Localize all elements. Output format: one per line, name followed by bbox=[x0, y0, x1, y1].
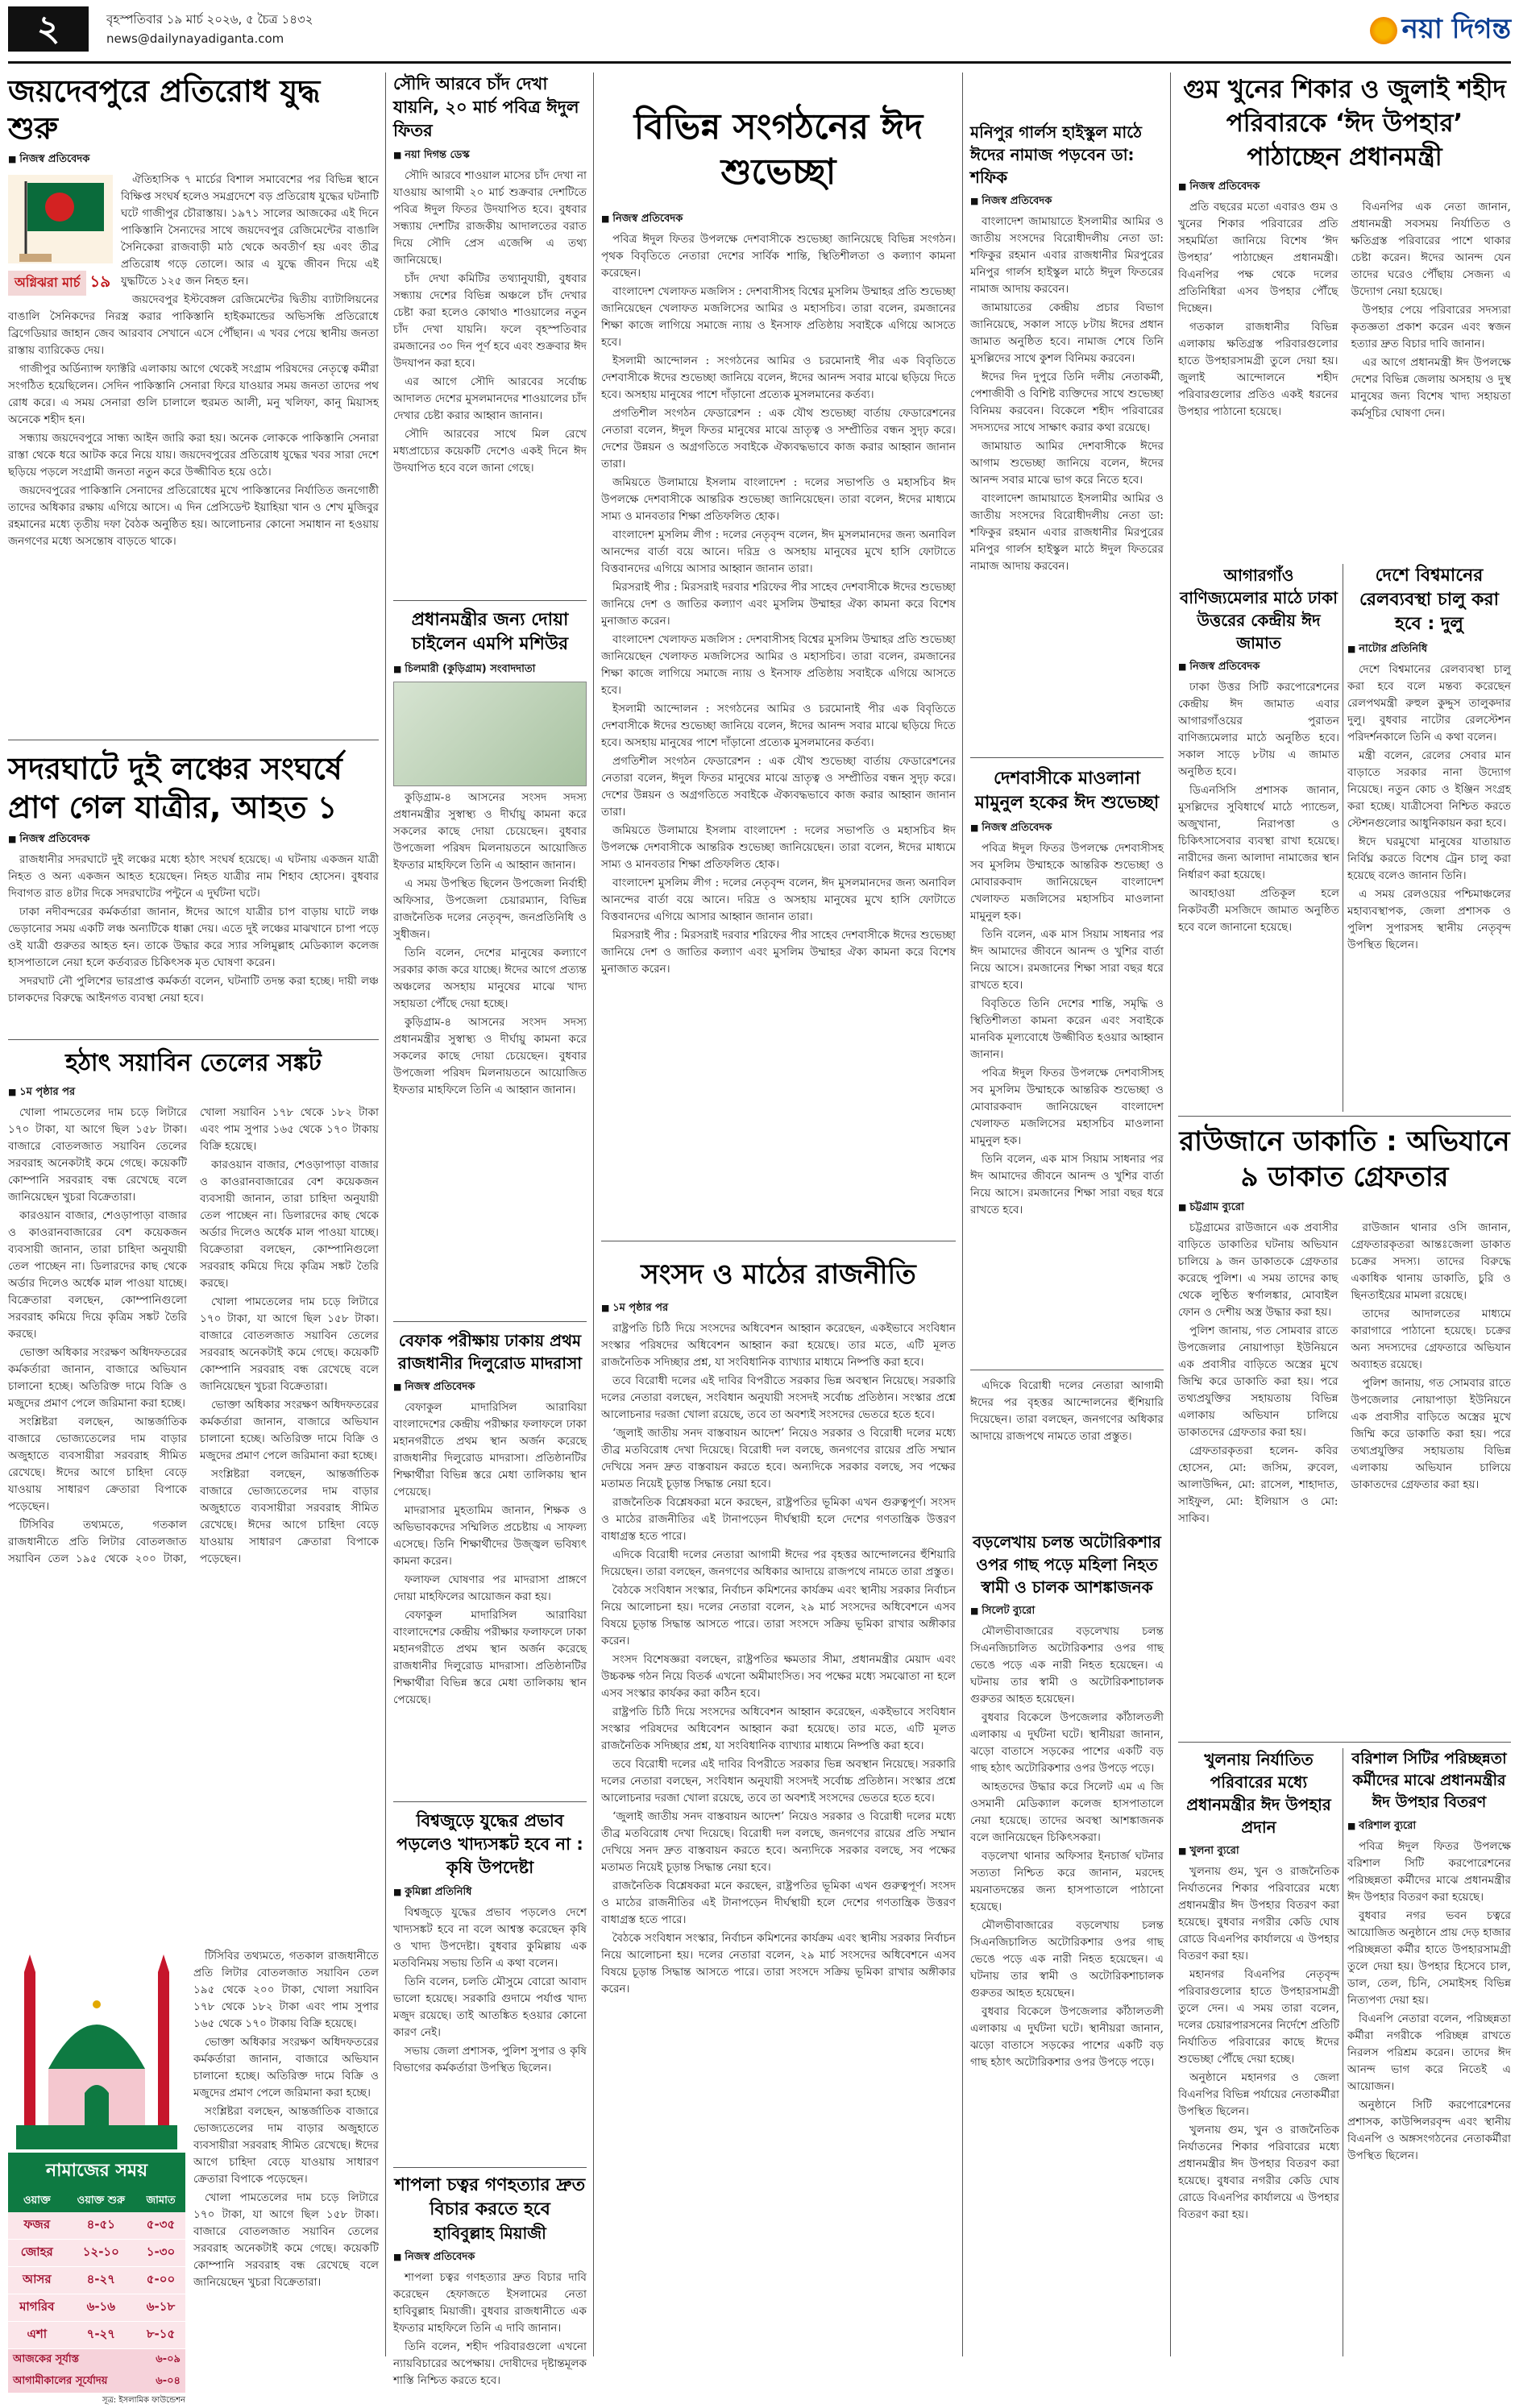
prayer-start: ৭-২৭ bbox=[66, 2322, 137, 2349]
prayer-row bbox=[8, 2322, 185, 2349]
paragraph: মন্ত্রী বলেন, রেলের সেবার মান বাড়াতে সরকার নানা উদ্যোগ নিয়েছে। নতুন কোচ ও ইঞ্জিন সংগ্রহ করা হচ্ছে। যাত্রীসেবা নিশ্চিত করতে স্টেশনগুলোর আধুনিকায়ন করা হবে। bbox=[1347, 749, 1511, 830]
headline[interactable]: সংসদ ও মাঠের রাজনীতি bbox=[641, 1258, 916, 1291]
prayer-jamaat: ৫-০০ bbox=[136, 2267, 185, 2294]
masthead bbox=[8, 6, 1511, 58]
paragraph: পবিত্র ঈদুল ফিতর উপলক্ষে বরিশাল সিটি করপোরেশনের পরিচ্ছন্নতা কর্মীদের মাঝে প্রধানমন্ত্রীর ঈদ উপহার বিতরণ করা হয়েছে। bbox=[1347, 1840, 1511, 1904]
paragraph: জামায়াতের কেন্দ্রীয় প্রচার বিভাগ জানিয়েছে, সকাল সাড়ে ৮টায় ঈদের প্রধান জামাত অনুষ্ঠিত হবে। নামাজ শেষে তিনি মুসল্লিদের সাথে কুশল বিনিময় করবেন। bbox=[970, 301, 1164, 365]
article-body bbox=[8, 852, 379, 1007]
article-soybean-continued bbox=[193, 1948, 379, 2355]
paragraph: পুলিশ জানায়, গত সোমবার রাতে উপজেলার নোয়াপাড়া ইউনিয়নে এক প্রবাসীর বাড়িতে অস্ত্রের মুখে জিম্মি করে ডাকাতি করা হয়। পরে তথ্যপ্রযুক্তির সহায়তায় বিভিন্ন এলাকায় অভিযান চালিয়ে ডাকাতদের গ্রেফতার করা হয়। bbox=[1351, 1377, 1511, 1491]
headline[interactable]: বেফাক পরীক্ষায় ঢাকায় প্রথম রাজধানীর দিলুরোড মাদরাসা bbox=[397, 1331, 583, 1373]
byline: ■ নিজস্ব প্রতিবেদক bbox=[1178, 179, 1511, 196]
paragraph: বেফাকুল মাদারিসিল আরাবিয়া বাংলাদেশের কেন্দ্রীয় পরীক্ষার ফলাফলে ঢাকা মহানগরীতে প্রথম স্থান অর্জন করেছে রাজধানীর দিলুরোড মাদরাসা। প্রতিষ্ঠানটির শিক্ষার্থীরা বিভিন্ন স্তরে মেধা তালিকায় স্থান পেয়েছে। bbox=[393, 1609, 587, 1706]
masthead-rule bbox=[8, 61, 1511, 64]
paragraph: তবে বিরোধী দলের এই দাবির বিপরীতে সরকার ভিন্ন অবস্থান নিয়েছে। সরকারি দলের নেতারা বলছেন, সংবিধান অনুযায়ী সংসদই সর্বোচ্চ প্রতিষ্ঠান। সংস্কার প্রশ্নে আলোচনার দরজা খোলা রয়েছে, তবে তা অবশ্যই সংসদের ভেতরে হতে হবে। bbox=[601, 1758, 956, 1805]
article-body bbox=[601, 231, 956, 978]
paragraph: বেফাকুল মাদারিসিল আরাবিয়া বাংলাদেশের কেন্দ্রীয় পরীক্ষার ফলাফলে ঢাকা মহানগরীতে প্রথম স্থান অর্জন করেছে রাজধানীর দিলুরোড মাদরাসা। প্রতিষ্ঠানটির শিক্ষার্থীরা বিভিন্ন স্তরে মেধা তালিকায় স্থান পেয়েছে। bbox=[393, 1401, 587, 1498]
prayer-name: এশা bbox=[8, 2322, 66, 2349]
article-body bbox=[393, 790, 587, 1099]
byline: ■ বরিশাল ব্যুরো bbox=[1347, 1818, 1511, 1835]
article-body bbox=[193, 1948, 379, 2291]
paragraph: প্রগতিশীল সংগঠন ফেডারেশন : এক যৌথ শুভেচ্ছা বার্তায় ফেডারেশনের নেতারা বলেন, ঈদুল ফিতর মানুষের মাঝে ভ্রাতৃত্ব ও সম্প্রীতির বন্ধন সুদৃঢ় করে। দেশের উন্নয়ন ও অগ্রগতিতে সবাইকে ঐক্যবদ্ধভাবে কাজ করার আহ্বান জানান তারা। bbox=[601, 755, 956, 819]
paragraph: বুধবার নগর ভবন চত্বরে আয়োজিত অনুষ্ঠানে প্রায় দেড় হাজার পরিচ্ছন্নতা কর্মীর হাতে উপহারসামগ্রী তুলে দেয়া হয়। উপহার হিসেবে চাল, ডাল, তেল, চিনি, সেমাইসহ বিভিন্ন নিত্যপণ্য দেয়া হয়। bbox=[1347, 1909, 1511, 2007]
paragraph: তাদের আদালতের মাধ্যমে কারাগারে পাঠানো হয়েছে। চক্রের অন্য সদস্যদের গ্রেফতারে অভিযান অব্যাহত রয়েছে। bbox=[1351, 1308, 1511, 1371]
headline[interactable]: জয়দেবপুরে প্রতিরোধ যুদ্ধ শুরু bbox=[8, 73, 321, 146]
prayer-jamaat: ৮-১৫ bbox=[136, 2322, 185, 2349]
byline: ■ নিজস্ব প্রতিবেদক bbox=[393, 1379, 587, 1396]
paragraph: রাউজান থানার ওসি জানান, গ্রেফতারকৃতরা আন্তঃজেলা ডাকাত চক্রের সদস্য। তাদের বিরুদ্ধে একাধিক থানায় ডাকাতি, চুরি ও ছিনতাইয়ের মামলা রয়েছে। bbox=[1351, 1221, 1511, 1302]
headline[interactable]: গুম খুনের শিকার ও জুলাই শহীদ পরিবারকে ‘ঈদ উপহার’ পাঠাচ্ছেন প্রধানমন্ত্রী bbox=[1183, 75, 1506, 172]
paragraph: খোলা পামতেলের দাম চড়ে লিটারে ১৭০ টাকা, যা আগে ছিল ১৫৮ টাকা। বাজারে বোতলজাত সয়াবিন তেলের সরবরাহ অনেকটাই কমে গেছে। কয়েকটি কোম্পানি সরবরাহ বন্ধ রেখেছে বলে জানিয়েছেন খুচরা বিক্রেতারা। bbox=[200, 1295, 379, 1393]
byline: ■ নিজস্ব প্রতিবেদক bbox=[970, 820, 1164, 837]
paragraph: বিশ্বজুড়ে যুদ্ধের প্রভাব পড়লেও দেশে খাদ্যসঙ্কট হবে না বলে আশ্বস্ত করেছেন কৃষি ও খাদ্য উপদেষ্টা। বুধবার কুমিল্লায় এক মতবিনিময় সভায় তিনি এ কথা বলেন। bbox=[393, 1906, 587, 1970]
paragraph: কুড়িগ্রাম-৪ আসনের সংসদ সদস্য প্রধানমন্ত্রীর সুস্বাস্থ্য ও দীর্ঘায়ু কামনা করে সকলের কাছে দোয়া চেয়েছেন। বুধবার উপজেলা পরিষদ মিলনায়তনে আয়োজিত ইফতার মাহফিলে তিনি এ আহ্বান জানান। bbox=[393, 1016, 587, 1096]
prayer-start: ৬-১৬ bbox=[66, 2294, 137, 2322]
article-manipur[interactable] bbox=[970, 121, 1164, 749]
paragraph: পবিত্র ঈদুল ফিতর উপলক্ষে দেশবাসীকে শুভেচ্ছা জানিয়েছে বিভিন্ন সংগঠন। পৃথক বিবৃতিতে নেতারা দেশের সার্বিক শান্তি, স্থিতিশীলতা ও কল্যাণ কামনা করেছেন। bbox=[601, 233, 956, 280]
divider bbox=[393, 600, 587, 601]
byline: ■ চিলমারী (কুড়িগ্রাম) সংবাদদাতা bbox=[393, 661, 587, 678]
divider bbox=[8, 1039, 379, 1040]
flag-icon bbox=[8, 175, 113, 263]
headline[interactable]: মনিপুর গার্লস হাইস্কুল মাঠে ঈদের নামাজ পড়বেন ডা: শফিক bbox=[970, 122, 1142, 187]
paragraph: রাজনৈতিক বিশ্লেষকরা মনে করছেন, রাষ্ট্রপতির ভূমিকা এখন গুরুত্বপূর্ণ। সংসদ ও মাঠের রাজনীতির এই টানাপড়েন দীর্ঘস্থায়ী হলে দেশের গণতান্ত্রিক উত্তরণ বাধাগ্রস্ত হতে পারে। bbox=[601, 1496, 956, 1543]
paragraph: বিএনপির এক নেতা জানান, প্রধানমন্ত্রী সবসময় নির্যাতিত ও ক্ষতিগ্রস্ত পরিবারের পাশে থাকার চেষ্টা করেন। ঈদের আনন্দ যেন তাদের ঘরেও পৌঁছায় সেজন্য এ উদ্যোগ নেয়া হয়েছে। bbox=[1351, 201, 1511, 298]
article-body bbox=[393, 168, 587, 477]
headline[interactable]: খুলনায় নির্যাতিত পরিবারের মধ্যে প্রধানমন্ত্রীর ঈদ উপহার প্রদান bbox=[1186, 1750, 1331, 1837]
paragraph: সদরঘাট নৌ পুলিশের ভারপ্রাপ্ত কর্মকর্তা বলেন, ঘটনাটি তদন্ত করা হচ্ছে। দায়ী লঞ্চ চালকদের বিরুদ্ধে আইনগত ব্যবস্থা নেয়া হবে। bbox=[8, 975, 379, 1005]
sunset-label: আজকের সূর্যাস্ত bbox=[13, 2353, 79, 2365]
newspaper-logo[interactable] bbox=[1370, 6, 1511, 55]
paragraph: বাংলাদেশ মুসলিম লীগ : দলের নেতৃবৃন্দ বলেন, ঈদ মুসলমানদের জন্য অনাবিল আনন্দের বার্তা বয়ে আনে। দরিদ্র ও অসহায় মানুষের মুখে হাসি ফোটাতে বিত্তবানদের এগিয়ে আসার আহ্বান জানান তারা। bbox=[601, 877, 956, 923]
article-body bbox=[1178, 199, 1511, 423]
paragraph: ‘জুলাই জাতীয় সনদ বাস্তবায়ন আদেশ’ নিয়েও সরকার ও বিরোধী দলের মধ্যে তীব্র মতবিরোধ দেখা দিয়েছে। বিরোধী দল বলছে, জনগণের রায়ের প্রতি সম্মান দেখিয়ে সনদ দ্রুত বাস্তবায়ন করতে হবে। অন্যদিকে সরকার বলছে, সব পক্ষের মতামত নিয়েই চূড়ান্ত সিদ্ধান্ত নেয়া হবে। bbox=[601, 1810, 956, 1874]
paragraph: তিনি বলেন, শহীদ পরিবারগুলো এখনো ন্যায়বিচারের অপেক্ষায়। দোষীদের দৃষ্টান্তমূলক শাস্তি নিশ্চিত করতে হবে। bbox=[393, 2340, 587, 2387]
article-parliament[interactable] bbox=[601, 1257, 956, 2356]
paragraph: মিরসরাই পীর : মিরসরাই দরবার শরিফের পীর সাহেব দেশবাসীকে ঈদের শুভেচ্ছা জানিয়ে দেশ ও জাতির কল্যাণ এবং মুসলিম উম্মাহর ঐক্য কামনা করে বিশেষ মুনাজাত করেন। bbox=[601, 929, 956, 976]
paragraph: তিনি বলেন, এক মাস সিয়াম সাধনার পর ঈদ আমাদের জীবনে আনন্দ ও খুশির বার্তা নিয়ে আসে। রমজানের শিক্ষা সারা বছর ধরে রাখতে হবে। bbox=[970, 1153, 1164, 1216]
prayer-source: সূত্র: ইসলামিক ফাউন্ডেশন bbox=[102, 2396, 185, 2405]
article-khulna[interactable] bbox=[1178, 1748, 1339, 2356]
paragraph: বিএনপি নেতারা বলেন, পরিচ্ছন্নতা কর্মীরা নগরীকে পরিচ্ছন্ন রাখতে নিরলস পরিশ্রম করেন। তাদের ঈদ আনন্দ ভাগ করে নিতেই এ আয়োজন। bbox=[1347, 2012, 1511, 2093]
article-war-impact[interactable] bbox=[393, 1809, 587, 2164]
paragraph: টিসিবির তথ্যমতে, গতকাল রাজধানীতে প্রতি লিটার বোতলজাত সয়াবিন তেল ১৯৫ থেকে ২০০ টাকা, খোলা সয়াবিন ১৭৮ থেকে ১৮২ টাকা এবং পাম সুপার ১৬৫ থেকে ১৭০ টাকায় বিক্রি হয়েছে। bbox=[193, 1950, 379, 2030]
paragraph: তিনি বলেন, দেশের মানুষের কল্যাণে সরকার কাজ করে যাচ্ছে। ঈদের আগে প্রত্যন্ত অঞ্চলের অসহায় মানুষের মাঝে খাদ্য সহায়তা পৌঁছে দেয়া হচ্ছে। bbox=[393, 947, 587, 1010]
paragraph: রাজনৈতিক বিশ্লেষকরা মনে করছেন, রাষ্ট্রপতির ভূমিকা এখন গুরুত্বপূর্ণ। সংসদ ও মাঠের রাজনীতির এই টানাপড়েন দীর্ঘস্থায়ী হলে দেশের গণতান্ত্রিক উত্তরণ বাধাগ্রস্ত হতে পারে। bbox=[601, 1880, 956, 1926]
column-rule bbox=[962, 73, 963, 2356]
prayer-start: ৪-২৭ bbox=[66, 2267, 137, 2294]
article-body bbox=[970, 213, 1164, 575]
divider bbox=[393, 1801, 587, 1802]
article-prayer-mp[interactable] bbox=[393, 608, 587, 1317]
sunset-row bbox=[8, 2349, 185, 2371]
paragraph: রাষ্ট্রপতি চিঠি দিয়ে সংসদের অধিবেশন আহ্বান করেছেন, একইভাবে সংবিধান সংস্কার পরিষদের অধিবেশন আহ্বান করা হয়েছে। তার মতে, এটি মূলত রাজনৈতিক সদিচ্ছার প্রশ্ন, যা সংবিধানিক ব্যাখ্যার মাধ্যমে নিষ্পত্তি করা হবে। bbox=[601, 1322, 956, 1369]
byline: ■ সিলেট ব্যুরো bbox=[970, 1603, 1164, 1620]
paragraph: মিরসরাই পীর : মিরসরাই দরবার শরিফের পীর সাহেব দেশবাসীকে ঈদের শুভেচ্ছা জানিয়ে দেশ ও জাতির কল্যাণ এবং মুসলিম উম্মাহর ঐক্য কামনা করে বিশেষ মুনাজাত করেন। bbox=[601, 581, 956, 628]
paragraph: সংশ্লিষ্টরা বলছেন, আন্তর্জাতিক বাজারে ভোজ্যতেলের দাম বাড়ার অজুহাতে ব্যবসায়ীরা সরবরাহ সীমিত রেখেছে। ঈদের আগে চাহিদা বেড়ে যাওয়ায় সাধারণ ক্রেতারা বিপাকে পড়েছেন। bbox=[8, 1415, 187, 1513]
article-joydebpur[interactable] bbox=[8, 73, 379, 733]
paragraph: ঢাকা নদীবন্দরের কর্মকর্তারা জানান, ঈদের আগে যাত্রীর চাপ বাড়ায় ঘাটে লঞ্চ ভেড়ানোর সময় একটি লঞ্চ অন্যটিকে ধাক্কা দেয়। এতে দুই লঞ্চের মাঝখানে চাপা পড়ে ওই যাত্রী গুরুতর আহত হন। তাকে উদ্ধার করে স্যার সলিমুল্লাহ মেডিক্যাল কলেজ হাসপাতালে নেয়া হলে কর্তব্যরত চিকিৎসক মৃত ঘোষণা করেন। bbox=[8, 906, 379, 969]
paragraph: মৌলভীবাজারের বড়লেখায় চলন্ত সিএনজিচালিত অটোরিকশার ওপর গাছ ভেঙে পড়ে এক নারী নিহত হয়েছেন। এ ঘটনায় তার স্বামী ও অটোরিকশাচালক গুরুতর আহত হয়েছেন। bbox=[970, 1919, 1164, 2000]
paragraph: তিনি বলেন, চলতি মৌসুমে বোরো আবাদ ভালো হয়েছে। সরকারি গুদামে পর্যাপ্ত খাদ্য মজুদ রয়েছে। তাই আতঙ্কিত হওয়ার কোনো কারণ নেই। bbox=[393, 1975, 587, 2039]
paragraph: মাদরাসার মুহতামিম জানান, শিক্ষক ও অভিভাবকদের সম্মিলিত প্রচেষ্টায় এ সাফল্য এসেছে। তিনি শিক্ষার্থীদের উজ্জ্বল ভবিষ্যৎ কামনা করেন। bbox=[393, 1504, 587, 1568]
prayer-name: জোহর bbox=[8, 2240, 66, 2267]
article-body bbox=[970, 840, 1164, 1219]
paragraph: আবহাওয়া প্রতিকূল হলে নিকটবর্তী মসজিদে জামাত অনুষ্ঠিত হবে বলে জানানো হয়েছে। bbox=[1178, 887, 1339, 934]
paragraph: ডিএনসিসি প্রশাসক জানান, মুসল্লিদের সুবিধার্থে মাঠে প্যান্ডেল, অজুখানা, নিরাপত্তা ও চিকিৎসাসেবার ব্যবস্থা রাখা হয়েছে। নারীদের জন্য আলাদা নামাজের স্থান নির্ধারণ করা হয়েছে। bbox=[1178, 784, 1339, 881]
paragraph: এদিকে বিরোধী দলের নেতারা আগামী ঈদের পর বৃহত্তর আন্দোলনের হুঁশিয়ারি দিয়েছেন। তারা বলছেন, জনগণের অধিকার আদায়ে রাজপথে নামতে তারা প্রস্তুত। bbox=[970, 1379, 1164, 1443]
headline[interactable]: সদরঘাটে দুই লঞ্চের সংঘর্ষে প্রাণ গেল যাত্রীর, আহত ১ bbox=[8, 751, 342, 825]
headline[interactable]: বিভিন্ন সংগঠনের ঈদ শুভেচ্ছা bbox=[633, 106, 923, 193]
paragraph: বাংলাদেশ খেলাফত মজলিস : দেশবাসীসহ বিশ্বের মুসলিম উম্মাহর প্রতি শুভেচ্ছা জানিয়েছেন খেলাফত মজলিসের আমির ও মহাসচিব। তারা বলেন, রমজানের শিক্ষা কাজে লাগিয়ে সমাজে ন্যায় ও ইনসাফ প্রতিষ্ঠায় সবাইকে এগিয়ে আসতে হবে। bbox=[601, 285, 956, 349]
article-raozan[interactable] bbox=[1178, 1124, 1511, 1736]
date-line: বৃহস্পতিবার ১৯ মার্চ ২০২৬, ৫ চৈত্র ১৪৩২ bbox=[106, 12, 313, 27]
article-railway[interactable] bbox=[1347, 564, 1511, 1112]
paragraph: পবিত্র ঈদুল ফিতর উপলক্ষে দেশবাসীসহ সব মুসলিম উম্মাহকে আন্তরিক শুভেচ্ছা ও মোবারকবাদ জানিয়েছেন বাংলাদেশ খেলাফত মজলিসের মহাসচিব মাওলানা মামুনুল হক। bbox=[970, 842, 1164, 922]
paragraph: ঐতিহাসিক ৭ মার্চের বিশাল সমাবেশের পর বিভিন্ন স্থানে বিক্ষিপ্ত সংঘর্ষ হলেও সমগ্রদেশে বড় প্রতিরোধ যুদ্ধের ঘটনাটি ঘটে গাজীপুর চৌরাস্তায়। ১৯৭১ সালের আজকের এই দিনে পাকিস্তানি সৈন্যদের সাথে জয়দেবপুর রেজিমেন্টের বাঙালি সৈনিকেরা রাজবাড়ী মাঠ থেকে অবতীর্ণ হয় এবং তীব্র প্রতিরোধ গড়ে তোলে। আর এ যুদ্ধে জীবন দিয়ে এই যুদ্ধটিতে ১২৫ জন নিহত হন। bbox=[121, 173, 379, 288]
article-eid-greetings[interactable] bbox=[601, 73, 956, 1233]
headline[interactable]: বরিশাল সিটির পরিচ্ছন্নতা কর্মীদের মাঝে প্রধানমন্ত্রীর ঈদ উপহার বিতরণ bbox=[1351, 1750, 1507, 1811]
article-body bbox=[1347, 661, 1511, 954]
paragraph: এদিকে বিরোধী দলের নেতারা আগামী ঈদের পর বৃহত্তর আন্দোলনের হুঁশিয়ারি দিয়েছেন। তারা বলছেন, জনগণের অধিকার আদায়ে রাজপথে নামতে তারা প্রস্তুত। bbox=[601, 1548, 956, 1578]
prayer-start: ৪-৫১ bbox=[66, 2212, 137, 2240]
prayer-table bbox=[8, 2190, 185, 2349]
paragraph: রাজধানীর সদরঘাটে দুই লঞ্চের মধ্যে হঠাৎ সংঘর্ষ হয়েছে। এ ঘটনায় একজন যাত্রী নিহত ও অন্য একজন আহত হয়েছেন। নিহত যাত্রীর নাম শিহাব হোসেন। বুধবার দিবাগত রাত ৪টার দিকে সদরঘাটের পন্টুনে এ দুর্ঘটনা ঘটে। bbox=[8, 853, 379, 900]
article-body bbox=[970, 1378, 1164, 1445]
article-parliament-continued bbox=[970, 1378, 1164, 1527]
headline[interactable]: দেশবাসীকে মাওলানা মামুনুল হকের ঈদ শুভেচ্ছা bbox=[974, 769, 1160, 813]
prayer-col-header: ওয়াক্ত শুরু bbox=[66, 2190, 137, 2212]
paragraph: বুধবার বিকেলে উপজেলার কাঁঠালতলী এলাকায় এ দুর্ঘটনা ঘটে। স্থানীয়রা জানান, ঝড়ো বাতাসে সড়কের পাশের একটি বড় গাছ হঠাৎ অটোরিকশার ওপর উপড়ে পড়ে। bbox=[970, 2005, 1164, 2069]
paragraph: কারওয়ান বাজার, শেওড়াপাড়া বাজার ও কাওরানবাজারের বেশ কয়েকজন ব্যবসায়ী জানান, তারা চাহিদা অনুযায়ী তেল পাচ্ছেন না। ডিলারদের কাছ থেকে অর্ডার দিলেও অর্ধেক মাল পাওয়া যাচ্ছে। বিক্রেতারা বলছেন, কোম্পানিগুলো সরবরাহ কমিয়ে দিয়ে কৃত্রিম সঙ্কট তৈরি করছে। bbox=[200, 1158, 379, 1290]
paragraph: গ্রেফতারকৃতরা হলেন- কবির হোসেন, মো: জসিম, রুবেল, আলাউদ্দিন, মো: রাসেল, শাহাদাত, সাইফুল, মো: ইলিয়াস ও মো: সাকিব। bbox=[1178, 1444, 1338, 1525]
prayer-times-box bbox=[8, 1948, 185, 2405]
paragraph: সৌদি আরবে শাওয়াল মাসের চাঁদ দেখা না যাওয়ায় আগামী ২০ মার্চ শুক্রবার দেশটিতে পবিত্র ঈদুল ফিতর উদযাপিত হবে। বুধবার সন্ধ্যায় দেশটির রাজকীয় আদালতের বরাত দিয়ে সৌদি প্রেস এজেন্সি এ তথ্য জানিয়েছে। bbox=[393, 169, 587, 267]
paragraph: দেশে বিশ্বমানের রেলব্যবস্থা চালু করা হবে বলে মন্তব্য করেছেন রেলপথমন্ত্রী রুহুল কুদ্দুস তালুকদার দুলু। বুধবার নাটোর রেলস্টেশন পরিদর্শনকালে তিনি এ কথা বলেন। bbox=[1347, 663, 1511, 744]
paragraph: অনুষ্ঠানে সিটি করপোরেশনের প্রশাসক, কাউন্সিলরবৃন্দ এবং স্থানীয় বিএনপি ও অঙ্গসংগঠনের নেতাকর্মীরা উপস্থিত ছিলেন। bbox=[1347, 2099, 1511, 2162]
article-body bbox=[1178, 1863, 1339, 2224]
sunrise-time: ৬-০৪ bbox=[156, 2375, 181, 2387]
paragraph: ভোক্তা অধিকার সংরক্ষণ অধিদফতরের কর্মকর্তারা জানান, বাজারে অভিযান চালানো হচ্ছে। অতিরিক্ত দামে বিক্রি ও মজুদের প্রমাণ পেলে জরিমানা করা হচ্ছে। bbox=[193, 2036, 379, 2099]
prayer-row bbox=[8, 2267, 185, 2294]
prayer-name: ফজর bbox=[8, 2212, 66, 2240]
news-photo bbox=[393, 682, 587, 786]
paragraph: খুলনায় গুম, খুন ও রাজনৈতিক নির্যাতনের শিকার পরিবারের মধ্যে প্রধানমন্ত্রীর ঈদ উপহার বিতরণ করা হয়েছে। বুধবার নগরীর কেডি ঘোষ রোডে বিএনপির কার্যালয়ে এ উপহার বিতরণ করা হয়। bbox=[1178, 2124, 1339, 2221]
email-link[interactable]: news@dailynayadiganta.com bbox=[106, 31, 284, 46]
paragraph: পবিত্র ঈদুল ফিতর উপলক্ষে দেশবাসীসহ সব মুসলিম উম্মাহকে আন্তরিক শুভেচ্ছা ও মোবারকবাদ জানিয়েছেন বাংলাদেশ খেলাফত মজলিসের মহাসচিব মাওলানা মামুনুল হক। bbox=[970, 1067, 1164, 1147]
article-body bbox=[8, 1105, 379, 1569]
paragraph: বাংলাদেশ জামায়াতে ইসলামীর আমির ও জাতীয় সংসদের বিরোধীদলীয় নেতা ডা: শফিকুর রহমান এবার রাজধানীর মিরপুরের মনিপুর গার্লস হাইস্কুল মাঠে ঈদুল ফিতরের নামাজ আদায় করবেন। bbox=[970, 492, 1164, 573]
paragraph: সন্ধ্যায় জয়দেবপুরে সান্ধ্য আইন জারি করা হয়। অনেক লোককে পাকিস্তানি সেনারা রাস্তা থেকে ধরে আটক করে নিয়ে যায়। জয়দেবপুরের প্রতিরোধ যুদ্ধের খবর সারা দেশে ছড়িয়ে পড়লে সংগ্রামী জনতা নতুন করে উজ্জীবিত হয়ে ওঠে। bbox=[8, 432, 379, 479]
byline: ■ ১ম পৃষ্ঠার পর bbox=[601, 1300, 956, 1317]
agnijhora-tag: অগ্নিঝরা মার্চ bbox=[8, 271, 86, 296]
paragraph: সভায় জেলা প্রশাসক, পুলিশ সুপার ও কৃষি বিভাগের কর্মকর্তারা উপস্থিত ছিলেন। bbox=[393, 2045, 587, 2074]
paragraph: ইসলামী আন্দোলন : সংগঠনের আমির ও চরমোনাই পীর এক বিবৃতিতে দেশবাসীকে ঈদের শুভেচ্ছা জানিয়ে বলেন, ঈদের আনন্দ সবার মাঝে ছড়িয়ে দিতে হবে। অসহায় মানুষের পাশে দাঁড়ানো প্রত্যেক মুসলমানের কর্তব্য। bbox=[601, 354, 956, 401]
paragraph: পুলিশ জানায়, গত সোমবার রাতে উপজেলার নোয়াপাড়া ইউনিয়নে এক প্রবাসীর বাড়িতে অস্ত্রের মুখে জিম্মি করে ডাকাতি করা হয়। পরে তথ্যপ্রযুক্তির সহায়তায় বিভিন্ন এলাকায় অভিযান চালিয়ে ডাকাতদের গ্রেফতার করা হয়। bbox=[1178, 1324, 1338, 1439]
paragraph: এর আগে প্রধানমন্ত্রী ঈদ উপলক্ষে দেশের বিভিন্ন জেলায় অসহায় ও দুস্থ মানুষের জন্য বিশেষ খাদ্য সহায়তা কর্মসূচির ঘোষণা দেন। bbox=[1351, 356, 1511, 420]
paragraph: আহতদের উদ্ধার করে সিলেট এম এ জি ওসমানী মেডিক্যাল কলেজ হাসপাতালে নেয়া হয়েছে। তাদের অবস্থা আশঙ্কাজনক বলে জানিয়েছেন চিকিৎসকরা। bbox=[970, 1780, 1164, 1844]
article-agargaon[interactable] bbox=[1178, 564, 1339, 1112]
article-barishal[interactable] bbox=[1347, 1748, 1511, 2356]
prayer-jamaat: ৬-১৮ bbox=[136, 2294, 185, 2322]
paragraph: বৈঠকে সংবিধান সংস্কার, নির্বাচন কমিশনের কার্যক্রম এবং স্থানীয় সরকার নির্বাচন নিয়ে আলোচনা হয়। দলের নেতারা বলেন, ২৯ মার্চ সংসদের অধিবেশনে এসব বিষয়ে চূড়ান্ত সিদ্ধান্ত আসতে পারে। তারা সংসদে সক্রিয় ভূমিকা রাখার অঙ্গীকার করেন। bbox=[601, 1584, 956, 1647]
article-body bbox=[1178, 679, 1339, 936]
paragraph: রাষ্ট্রপতি চিঠি দিয়ে সংসদের অধিবেশন আহ্বান করেছেন, একইভাবে সংবিধান সংস্কার পরিষদের অধিবেশন আহ্বান করা হয়েছে। তার মতে, এটি মূলত রাজনৈতিক সদিচ্ছার প্রশ্ন, যা সংবিধানিক ব্যাখ্যার মাধ্যমে নিষ্পত্তি করা হবে। bbox=[601, 1705, 956, 1752]
headline[interactable]: শাপলা চত্বর গণহত্যার দ্রুত বিচার করতে হবে bbox=[394, 2175, 586, 2219]
byline: ■ নিজস্ব প্রতিবেদক bbox=[393, 2249, 587, 2266]
headline[interactable]: আগারগাঁও বাণিজ্যমেলার মাঠে ঢাকা উত্তরের কেন্দ্রীয় ঈদ জামাত bbox=[1180, 566, 1338, 653]
paragraph: কারওয়ান বাজার, শেওড়াপাড়া বাজার ও কাওরানবাজারের বেশ কয়েকজন ব্যবসায়ী জানান, তারা চাহিদা অনুযায়ী তেল পাচ্ছেন না। ডিলারদের কাছ থেকে অর্ডার দিলেও অর্ধেক মাল পাওয়া যাচ্ছে। বিক্রেতারা বলছেন, কোম্পানিগুলো সরবরাহ কমিয়ে দিয়ে কৃত্রিম সঙ্কট তৈরি করছে। bbox=[8, 1209, 187, 1341]
paragraph: ফলাফল ঘোষণার পর মাদরাসা প্রাঙ্গণে দোয়া মাহফিলের আয়োজন করা হয়। bbox=[393, 1573, 587, 1603]
subhead: হাবিবুল্লাহ মিয়াজী bbox=[434, 2224, 546, 2243]
article-body bbox=[1347, 1838, 1511, 2165]
paragraph: তিনি বলেন, এক মাস সিয়াম সাধনার পর ঈদ আমাদের জীবনে আনন্দ ও খুশির বার্তা নিয়ে আসে। রমজানের শিক্ষা সারা বছর ধরে রাখতে হবে। bbox=[970, 928, 1164, 992]
paragraph: খুলনায় গুম, খুন ও রাজনৈতিক নির্যাতনের শিকার পরিবারের মধ্যে প্রধানমন্ত্রীর ঈদ উপহার বিতরণ করা হয়েছে। বুধবার নগরীর কেডি ঘোষ রোডে বিএনপির কার্যালয়ে এ উপহার বিতরণ করা হয়। bbox=[1178, 1865, 1339, 1962]
headline[interactable]: হঠাৎ সয়াবিন তেলের সঙ্কট bbox=[65, 1049, 322, 1077]
divider bbox=[393, 2167, 587, 2168]
paragraph: বৈঠকে সংবিধান সংস্কার, নির্বাচন কমিশনের কার্যক্রম এবং স্থানীয় সরকার নির্বাচন নিয়ে আলোচনা হয়। দলের নেতারা বলেন, ২৯ মার্চ সংসদের অধিবেশনে এসব বিষয়ে চূড়ান্ত সিদ্ধান্ত আসতে পারে। তারা সংসদে সক্রিয় ভূমিকা রাখার অঙ্গীকার করেন। bbox=[601, 1932, 956, 1996]
paragraph: জামায়াত আমির দেশবাসীকে ঈদের আগাম শুভেচ্ছা জানিয়ে বলেন, ঈদের আনন্দ সবার মাঝে ভাগ করে নিতে হবে। bbox=[970, 440, 1164, 487]
article-body bbox=[1178, 1220, 1511, 1527]
byline: ■ নিজস্ব প্রতিবেদক bbox=[8, 831, 379, 848]
prayer-col-header: ওয়াক্ত bbox=[8, 2190, 66, 2212]
paragraph: বড়লেখা থানার অফিসার ইনচার্জ ঘটনার সত্যতা নিশ্চিত করে জানান, মরদেহ ময়নাতদন্তের জন্য হাসপাতালে পাঠানো হয়েছে। bbox=[970, 1850, 1164, 1913]
paragraph: মহানগর বিএনপির নেতৃবৃন্দ পরিবারগুলোর হাতে উপহারসামগ্রী তুলে দেন। এ সময় তারা বলেন, দলের চেয়ারপারসনের নির্দেশে প্রতিটি নির্যাতিত পরিবারের কাছে ঈদের শুভেচ্ছা পৌঁছে দেয়া হচ্ছে। bbox=[1178, 1968, 1339, 2066]
paragraph: শাপলা চত্বর গণহত্যার দ্রুত বিচার দাবি করেছেন হেফাজতে ইসলামের নেতা হাবিবুল্লাহ মিয়াজী। বুধবার রাজধানীতে এক ইফতার মাহফিলে তিনি এ দাবি জানান। bbox=[393, 2271, 587, 2335]
byline: ■ খুলনা ব্যুরো bbox=[1178, 1843, 1339, 1860]
prayer-row bbox=[8, 2294, 185, 2322]
paragraph: জমিয়তে উলামায়ে ইসলাম বাংলাদেশ : দলের সভাপতি ও মহাসচিব ঈদ উপলক্ষে দেশবাসীকে আন্তরিক শুভেচ্ছা জানিয়েছেন। তারা বলেন, ঈদের মাধ্যমে সাম্য ও মানবতার শিক্ষা প্রতিফলিত হোক। bbox=[601, 476, 956, 523]
paragraph: চাঁদ দেখা কমিটির তথ্যানুযায়ী, বুধবার সন্ধ্যায় দেশের বিভিন্ন অঞ্চলে চাঁদ দেখার চেষ্টা করা হলেও কোথাও শাওয়ালের নতুন চাঁদ দেখা যায়নি। ফলে বৃহস্পতিবার রমজানের ৩০ দিন পূর্ণ হবে এবং শুক্রবার ঈদ উদযাপন করা হবে। bbox=[393, 272, 587, 370]
divider bbox=[1178, 1116, 1511, 1117]
page-number: ২ bbox=[8, 6, 89, 52]
paragraph: খোলা পামতেলের দাম চড়ে লিটারে ১৭০ টাকা, যা আগে ছিল ১৫৮ টাকা। বাজারে বোতলজাত সয়াবিন তেলের সরবরাহ অনেকটাই কমে গেছে। কয়েকটি কোম্পানি সরবরাহ বন্ধ রেখেছে বলে জানিয়েছেন খুচরা বিক্রেতারা। bbox=[8, 1106, 187, 1204]
paragraph: ‘জুলাই জাতীয় সনদ বাস্তবায়ন আদেশ’ নিয়েও সরকার ও বিরোধী দলের মধ্যে তীব্র মতবিরোধ দেখা দিয়েছে। বিরোধী দল বলছে, জনগণের রায়ের প্রতি সম্মান দেখিয়ে সনদ দ্রুত বাস্তবায়ন করতে হবে। অন্যদিকে সরকার বলছে, সব পক্ষের মতামত নিয়েই চূড়ান্ত সিদ্ধান্ত নেয়া হবে। bbox=[601, 1427, 956, 1490]
mosque-icon bbox=[8, 1948, 185, 2149]
divider bbox=[1178, 1742, 1511, 1743]
paragraph: টিসিবির তথ্যমতে, গতকাল রাজধানীতে প্রতি লিটার বোতলজাত সয়াবিন তেল ১৯৫ থেকে ২০০ টাকা, খোলা সয়াবিন ১৭৮ থেকে ১৮২ টাকা এবং পাম সুপার ১৬৫ থেকে ১৭০ টাকায় বিক্রি হয়েছে। bbox=[8, 1106, 379, 1565]
paragraph: ইসলামী আন্দোলন : সংগঠনের আমির ও চরমোনাই পীর এক বিবৃতিতে দেশবাসীকে ঈদের শুভেচ্ছা জানিয়ে বলেন, ঈদের আনন্দ সবার মাঝে ছড়িয়ে দিতে হবে। অসহায় মানুষের পাশে দাঁড়ানো প্রত্যেক মুসলমানের কর্তব্য। bbox=[601, 703, 956, 749]
byline: ■ নিজস্ব প্রতিবেদক bbox=[970, 193, 1164, 210]
headline[interactable]: রাউজানে ডাকাতি : অভিযানে ৯ ডাকাত গ্রেফতার bbox=[1179, 1125, 1510, 1193]
byline: ■ নাটোর প্রতিনিধি bbox=[1347, 641, 1511, 658]
headline[interactable]: বড়লেখায় চলন্ত অটোরিকশার ওপর গাছ পড়ে মহিলা নিহত স্বামী ও চালক আশঙ্কাজনক bbox=[973, 1532, 1161, 1597]
prayer-name: মাগরিব bbox=[8, 2294, 66, 2322]
paragraph: গাজীপুর অর্ডিন্যান্স ফ্যাক্টরি এলাকায় আগে থেকেই সংগ্রাম পরিষদের নেতৃত্বে কর্মীরা সংগঠিত হয়েছিলেন। সেদিন পাকিস্তানি সেনারা ফিরে যাওয়ার সময় জনতা তাদের পথ রোধ করে। এ সময় সেনারা গুলি চালালে হুরমত আলী, মনু খলিফা, কানু মিয়াসহ অনেকে শহীদ হন। bbox=[8, 363, 379, 426]
paragraph: ভোক্তা অধিকার সংরক্ষণ অধিদফতরের কর্মকর্তারা জানান, বাজারে অভিযান চালানো হচ্ছে। অতিরিক্ত দামে বিক্রি ও মজুদের প্রমাণ পেলে জরিমানা করা হচ্ছে। bbox=[8, 1346, 187, 1410]
article-body bbox=[970, 1623, 1164, 2071]
divider bbox=[393, 1321, 587, 1322]
paragraph: সংসদ বিশেষজ্ঞরা বলছেন, রাষ্ট্রপতির ক্ষমতার সীমা, প্রধানমন্ত্রীর মেয়াদ এবং উচ্চকক্ষ গঠন নিয়ে বিতর্ক এখনো অমীমাংসিত। সব পক্ষের মধ্যে সমঝোতা না হলে এসব সংস্কার কার্যকর করা কঠিন হবে। bbox=[601, 1653, 956, 1700]
paragraph: তবে বিরোধী দলের এই দাবির বিপরীতে সরকার ভিন্ন অবস্থান নিয়েছে। সরকারি দলের নেতারা বলছেন, সংবিধান অনুযায়ী সংসদই সর্বোচ্চ প্রতিষ্ঠান। সংস্কার প্রশ্নে আলোচনার দরজা খোলা রয়েছে, তবে তা অবশ্যই সংসদের ভেতরে হতে হবে। bbox=[601, 1374, 956, 1421]
prayer-jamaat: ১-৩০ bbox=[136, 2240, 185, 2267]
prayer-row bbox=[8, 2240, 185, 2267]
sunset-time: ৬-০৯ bbox=[156, 2353, 181, 2365]
prayer-title: নামাজের সময় bbox=[8, 2153, 185, 2190]
article-shapla[interactable] bbox=[393, 2174, 587, 2387]
article-body bbox=[601, 1320, 956, 1998]
paragraph: প্রতি বছরের মতো এবারও গুম ও খুনের শিকার পরিবারের প্রতি সহমর্মিতা জানিয়ে বিশেষ ‘ঈদ উপহার’ পাঠাচ্ছেন প্রধানমন্ত্রী। বিএনপির পক্ষ থেকে দলের প্রতিনিধিরা এসব উপহার পৌঁছে দিচ্ছেন। bbox=[1178, 201, 1338, 315]
sunrise-row bbox=[8, 2371, 185, 2393]
byline: ■ নিজস্ব প্রতিবেদক bbox=[8, 151, 379, 168]
article-madrasa[interactable] bbox=[393, 1329, 587, 1797]
paragraph: চট্টগ্রামের রাউজানে এক প্রবাসীর বাড়িতে ডাকাতির ঘটনায় অভিযান চালিয়ে ৯ জন ডাকাতকে গ্রেফতার করেছে পুলিশ। এ সময় তাদের কাছ থেকে লুণ্ঠিত স্বর্ণালঙ্কার, মোবাইল ফোন ও দেশীয় অস্ত্র উদ্ধার করা হয়। bbox=[1178, 1221, 1338, 1319]
article-body bbox=[393, 1399, 587, 1709]
agnijhora-number: ১৯ bbox=[89, 271, 111, 291]
paragraph: বাংলাদেশ জামায়াতে ইসলামীর আমির ও জাতীয় সংসদের বিরোধীদলীয় নেতা ডা: শফিকুর রহমান এবার রাজধানীর মিরপুরের মনিপুর গার্লস হাইস্কুল মাঠে ঈদুল ফিতরের নামাজ আদায় করবেন। bbox=[970, 215, 1164, 296]
article-body bbox=[393, 1904, 587, 2077]
paragraph: জয়দেবপুর ইস্টবেঙ্গল রেজিমেন্টের দ্বিতীয় ব্যাটালিয়নের বাঙালি সৈনিকদের নিরস্ত্র করার পাকিস্তানি হাইকমান্ডের অভিসন্ধি প্রতিরোধে ব্রিগেডিয়ার জাহান জেব আরবাব সেখানে এসে পৌঁছান। এ খবর পেয়ে স্থানীয় জনতা রাস্তায় ব্যারিকেড দেয়। bbox=[8, 293, 379, 357]
paragraph: বিবৃতিতে তিনি দেশের শান্তি, সমৃদ্ধি ও স্থিতিশীলতা কামনা করেন এবং সবাইকে মানবিক মূল্যবোধে উজ্জীবিত হওয়ার আহ্বান জানান। bbox=[970, 997, 1164, 1061]
paragraph: ভোক্তা অধিকার সংরক্ষণ অধিদফতরের কর্মকর্তারা জানান, বাজারে অভিযান চালানো হচ্ছে। অতিরিক্ত দামে বিক্রি ও মজুদের প্রমাণ পেলে জরিমানা করা হচ্ছে। bbox=[200, 1399, 379, 1462]
paragraph: খোলা পামতেলের দাম চড়ে লিটারে ১৭০ টাকা, যা আগে ছিল ১৫৮ টাকা। বাজারে বোতলজাত সয়াবিন তেলের সরবরাহ অনেকটাই কমে গেছে। কয়েকটি কোম্পানি সরবরাহ বন্ধ রেখেছে বলে জানিয়েছেন খুচরা বিক্রেতারা। bbox=[193, 2191, 379, 2289]
column-rule bbox=[593, 73, 594, 2356]
paragraph: উপহার পেয়ে পরিবারের সদস্যরা কৃতজ্ঞতা প্রকাশ করেন এবং স্বজন হত্যার দ্রুত বিচার দাবি জানান। bbox=[1351, 304, 1511, 350]
paragraph: জয়দেবপুরের পাকিস্তানি সেনাদের প্রতিরোধের মুখে পাকিস্তানের নির্যাতিত জনগোষ্ঠী তাদের অধিকার রক্ষায় এগিয়ে আসে। এ দিন প্রেসিডেন্ট ইয়াহিয়া খান ও শেখ মুজিবুর রহমানের মধ্যে তৃতীয় দফা বৈঠক অনুষ্ঠিত হয়। আলোচনার কোনো সমাধান না হওয়ায় জনগণের মধ্যে অসন্তোষ বাড়তে থাকে। bbox=[8, 484, 379, 548]
headline[interactable]: বিশ্বজুড়ে যুদ্ধের প্রভাব পড়লেও খাদ্যসঙ্কট হবে না : কৃষি উপদেষ্টা bbox=[396, 1811, 583, 1877]
paragraph: কুড়িগ্রাম-৪ আসনের সংসদ সদস্য প্রধানমন্ত্রীর সুস্বাস্থ্য ও দীর্ঘায়ু কামনা করে সকলের কাছে দোয়া চেয়েছেন। বুধবার উপজেলা পরিষদ মিলনায়তনে আয়োজিত ইফতার মাহফিলে তিনি এ আহ্বান জানান। bbox=[393, 791, 587, 872]
paragraph: ঈদে ঘরমুখো মানুষের যাতায়াত নির্বিঘ্ন করতে বিশেষ ট্রেন চালু করা হয়েছে বলেও জানান তিনি। bbox=[1347, 835, 1511, 882]
prayer-col-header: জামাত bbox=[136, 2190, 185, 2212]
paragraph: সৌদি আরবের সাথে মিল রেখে মধ্যপ্রাচ্যের কয়েকটি দেশেও একই দিনে ঈদ উদযাপিত হবে বলে জানা গেছে। bbox=[393, 428, 587, 475]
paragraph: সংশ্লিষ্টরা বলছেন, আন্তর্জাতিক বাজারে ভোজ্যতেলের দাম বাড়ার অজুহাতে ব্যবসায়ীরা সরবরাহ সীমিত রেখেছে। ঈদের আগে চাহিদা বেড়ে যাওয়ায় সাধারণ ক্রেতারা বিপাকে পড়েছেন। bbox=[200, 1468, 379, 1565]
paragraph: প্রগতিশীল সংগঠন ফেডারেশন : এক যৌথ শুভেচ্ছা বার্তায় ফেডারেশনের নেতারা বলেন, ঈদুল ফিতর মানুষের মাঝে ভ্রাতৃত্ব ও সম্প্রীতির বন্ধন সুদৃঢ় করে। দেশের উন্নয়ন ও অগ্রগতিতে সবাইকে ঐক্যবদ্ধভাবে কাজ করার আহ্বান জানান তারা। bbox=[601, 407, 956, 470]
article-body bbox=[393, 2269, 587, 2389]
headline[interactable]: সৌদি আরবে চাঁদ দেখা যায়নি, ২০ মার্চ পবিত্র ঈদুল ফিতর bbox=[393, 74, 579, 140]
prayer-jamaat: ৫-৩৫ bbox=[136, 2212, 185, 2240]
paragraph: ঢাকা উত্তর সিটি করপোরেশনের কেন্দ্রীয় ঈদ জামাত এবার আগারগাঁওয়ের পুরাতন বাণিজ্যমেলার মাঠে অনুষ্ঠিত হবে। সকাল সাড়ে ৮টায় এ জামাত অনুষ্ঠিত হবে। bbox=[1178, 681, 1339, 778]
prayer-name: আসর bbox=[8, 2267, 66, 2294]
paragraph: মৌলভীবাজারের বড়লেখায় চলন্ত সিএনজিচালিত অটোরিকশার ওপর গাছ ভেঙে পড়ে এক নারী নিহত হয়েছেন। এ ঘটনায় তার স্বামী ও অটোরিকশাচালক গুরুতর আহত হয়েছেন। bbox=[970, 1625, 1164, 1705]
paragraph: এ সময় উপস্থিত ছিলেন উপজেলা নির্বাহী অফিসার, উপজেলা চেয়ারম্যান, বিভিন্ন রাজনৈতিক দলের নেতৃবৃন্দ, জনপ্রতিনিধি ও সুধীজন। bbox=[393, 877, 587, 941]
byline: ■ নিজস্ব প্রতিবেদক bbox=[1178, 659, 1339, 676]
byline: ■ নয়া দিগন্ত ডেস্ক bbox=[393, 147, 587, 164]
prayer-row bbox=[8, 2212, 185, 2240]
paragraph: অনুষ্ঠানে মহানগর ও জেলা বিএনপির বিভিন্ন পর্যায়ের নেতাকর্মীরা উপস্থিত ছিলেন। bbox=[1178, 2071, 1339, 2118]
paragraph: বাংলাদেশ মুসলিম লীগ : দলের নেতৃবৃন্দ বলেন, ঈদ মুসলমানদের জন্য অনাবিল আনন্দের বার্তা বয়ে আনে। দরিদ্র ও অসহায় মানুষের মুখে হাসি ফোটাতে বিত্তবানদের এগিয়ে আসার আহ্বান জানান তারা। bbox=[601, 528, 956, 575]
article-sadarghat[interactable] bbox=[8, 749, 379, 1031]
paragraph: বাংলাদেশ খেলাফত মজলিস : দেশবাসীসহ বিশ্বের মুসলিম উম্মাহর প্রতি শুভেচ্ছা জানিয়েছেন খেলাফত মজলিসের আমির ও মহাসচিব। তারা বলেন, রমজানের শিক্ষা কাজে লাগিয়ে সমাজে ন্যায় ও ইনসাফ প্রতিষ্ঠায় সবাইকে এগিয়ে আসতে হবে। bbox=[601, 633, 956, 697]
headline[interactable]: প্রধানমন্ত্রীর জন্য দোয়া চাইলেন এমপি মশিউর bbox=[411, 610, 569, 654]
article-moon[interactable] bbox=[393, 73, 587, 596]
byline: ■ কুমিল্লা প্রতিনিধি bbox=[393, 1884, 587, 1901]
paragraph: বুধবার বিকেলে উপজেলার কাঁঠালতলী এলাকায় এ দুর্ঘটনা ঘটে। স্থানীয়রা জানান, ঝড়ো বাতাসে সড়কের পাশের একটি বড় গাছ হঠাৎ অটোরিকশার ওপর উপড়ে পড়ে। bbox=[970, 1711, 1164, 1775]
column-rule bbox=[385, 73, 386, 2356]
byline: ■ ১ম পৃষ্ঠার পর bbox=[8, 1084, 379, 1101]
sunrise-label: আগামীকালের সূর্যোদয় bbox=[13, 2375, 108, 2387]
paragraph: সংশ্লিষ্টরা বলছেন, আন্তর্জাতিক বাজারে ভোজ্যতেলের দাম বাড়ার অজুহাতে ব্যবসায়ীরা সরবরাহ সীমিত রেখেছে। ঈদের আগে চাহিদা বেড়ে যাওয়ায় সাধারণ ক্রেতারা বিপাকে পড়েছেন। bbox=[193, 2105, 379, 2186]
sun-logo-icon bbox=[1370, 17, 1397, 44]
article-gum[interactable] bbox=[1178, 73, 1511, 556]
headline[interactable]: দেশে বিশ্বমানের রেলব্যবস্থা চালু করা হবে : দুলু bbox=[1359, 566, 1500, 634]
byline: ■ নিজস্ব প্রতিবেদক bbox=[601, 211, 956, 228]
paragraph: ঈদের দিন দুপুরে তিনি দলীয় নেতাকর্মী, পেশাজীবী ও বিশিষ্ট ব্যক্তিদের সাথে শুভেচ্ছা বিনিময় করবেন। বিকেলে শহীদ পরিবারের সদস্যদের সাথে সাক্ষাৎ করার কথা রয়েছে। bbox=[970, 371, 1164, 434]
logo-text: নয়া দিগন্ত bbox=[1401, 12, 1511, 45]
article-borlekha[interactable] bbox=[970, 1531, 1164, 2356]
byline: ■ চট্টগ্রাম ব্যুরো bbox=[1178, 1200, 1511, 1216]
paragraph: এ সময় রেলওয়ের পশ্চিমাঞ্চলের মহাব্যবস্থাপক, জেলা প্রশাসক ও পুলিশ সুপারসহ স্থানীয় নেতৃবৃন্দ উপস্থিত ছিলেন। bbox=[1347, 888, 1511, 951]
masthead-meta bbox=[106, 10, 313, 48]
paragraph: এর আগে সৌদি আরবের সর্বোচ্চ আদালত দেশের মুসলমানদের শাওয়ালের চাঁদ দেখার চেষ্টা করার আহ্বান জানান। bbox=[393, 375, 587, 422]
paragraph: গতকাল রাজধানীর বিভিন্ন এলাকায় ক্ষতিগ্রস্ত পরিবারগুলোর হাতে উপহারসামগ্রী তুলে দেয়া হয়। জুলাই আন্দোলনে শহীদ পরিবারগুলোর প্রতিও একই ধরনের উপহার পাঠানো হয়েছে। bbox=[1178, 321, 1338, 418]
agnijhora-march-box bbox=[8, 175, 113, 296]
paragraph: জমিয়তে উলামায়ে ইসলাম বাংলাদেশ : দলের সভাপতি ও মহাসচিব ঈদ উপলক্ষে দেশবাসীকে আন্তরিক শুভেচ্ছা জানিয়েছেন। তারা বলেন, ঈদের মাধ্যমে সাম্য ও মানবতার শিক্ষা প্রতিফলিত হোক। bbox=[601, 824, 956, 871]
article-soybean[interactable] bbox=[8, 1047, 379, 1942]
prayer-start: ১২-১০ bbox=[66, 2240, 137, 2267]
divider bbox=[970, 757, 1164, 758]
column-rule bbox=[1170, 73, 1171, 2356]
article-mamunul[interactable] bbox=[970, 767, 1164, 1363]
